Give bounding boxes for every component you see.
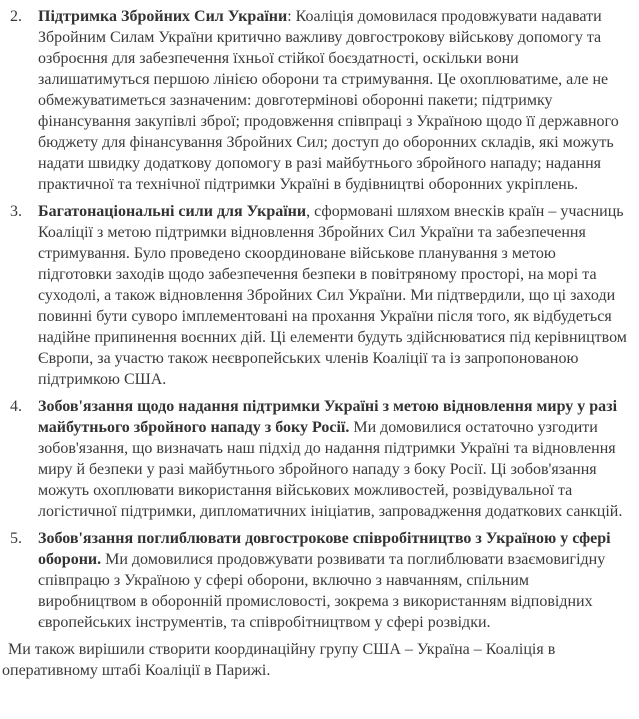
- list-item-5: [2, 528, 631, 633]
- list-item-heading: Зобов'язання поглиблювати довгострокове співробітництво з Україною у сфері оборони.: [38, 530, 611, 568]
- list-item-number: 4.: [10, 398, 22, 415]
- list-item-content: [38, 396, 631, 522]
- list-item-text: , сформовані шляхом внесків країн – учасниць Коаліції з метою підтримки відновлення Збройних Сил України та забезпечення стримування. Було проведено скоординоване військове планування з метою підготовки заходів щодо забезпечення безпеки в повітряному просторі, на морі та суходолі, а також відновлення Збройних Сил України. Ми підтвердили, що ці заходи повинні бути суворо імплементовані на прохання України після того, як відбудеться надійне припинення воєнних дій. Ці елементи будуть здійснюватися під керівництвом Європи, за участю також неєвропейських членів Коаліції та із запропонованою підтримкою США.: [38, 203, 627, 388]
- list-item-content: [38, 201, 631, 390]
- list-item-heading: Багатонаціональні сили для України: [38, 203, 307, 220]
- list-item-4: [2, 396, 631, 522]
- list-item-number: 3.: [10, 203, 22, 220]
- list-item-text: Ми домовилися остаточно узгодити зобов'язання, що визначать наш підхід до надання підтримки Україні та відновлення миру й безпеки у разі майбутнього збройного нападу з боку Росії. Ці зобов'язання можуть охоплювати використання військових можливостей, розвідувальної та логістичної підтримки, дипломатичних ініціатив, запровадження додаткових санкцій.: [38, 419, 623, 520]
- list-item-number: 2.: [10, 8, 22, 25]
- list-item-text: Ми домовилися продовжувати розвивати та поглиблювати взаємовигідну співпрацю з Україною у сфері оборони, включно з навчанням, спільним виробництвом в оборонній промисловості, зокрема з використанням відповідних європейських інструментів, та співробітництвом у сфері розвідки.: [38, 551, 606, 631]
- list-item-content: [38, 528, 631, 633]
- list-item-content: [38, 6, 631, 195]
- list-item-heading: Зобов'язання щодо надання підтримки Україні з метою відновлення миру у разі майбутнього збройного нападу з боку Росії.: [38, 398, 618, 436]
- list-item-3: [2, 201, 631, 390]
- list-item-number: 5.: [10, 530, 22, 547]
- list-item-heading: Підтримка Збройних Сил України: [38, 8, 288, 25]
- closing-paragraph: Ми також вирішили створити координаційну групу США – Україна – Коаліція в оперативному штабі Коаліції в Парижі.: [2, 641, 556, 679]
- list-item-2: [2, 6, 631, 195]
- list-item-text: : Коаліція домовилася продовжувати надавати Збройним Силам України критично важливу довгострокову військову допомогу та озброєння для забезпечення їхньої стійкої боєздатності, оскільки вони залишатимуться першою лінією оборони та стримування. Це охоплюватиме, але не обмежуватиметься зазначеним: довготермінові оборонні пакети; підтримку фінансування закупівлі зброї; продовження співпраці з Україною щодо її державного бюджету для фінансування Збройних Сил; доступ до оборонних складів, які можуть надати швидку додаткову допомогу в разі майбутнього збройного нападу; надання практичної та технічної підтримки Україні в будівництві оборонних укріплень.: [38, 8, 619, 193]
